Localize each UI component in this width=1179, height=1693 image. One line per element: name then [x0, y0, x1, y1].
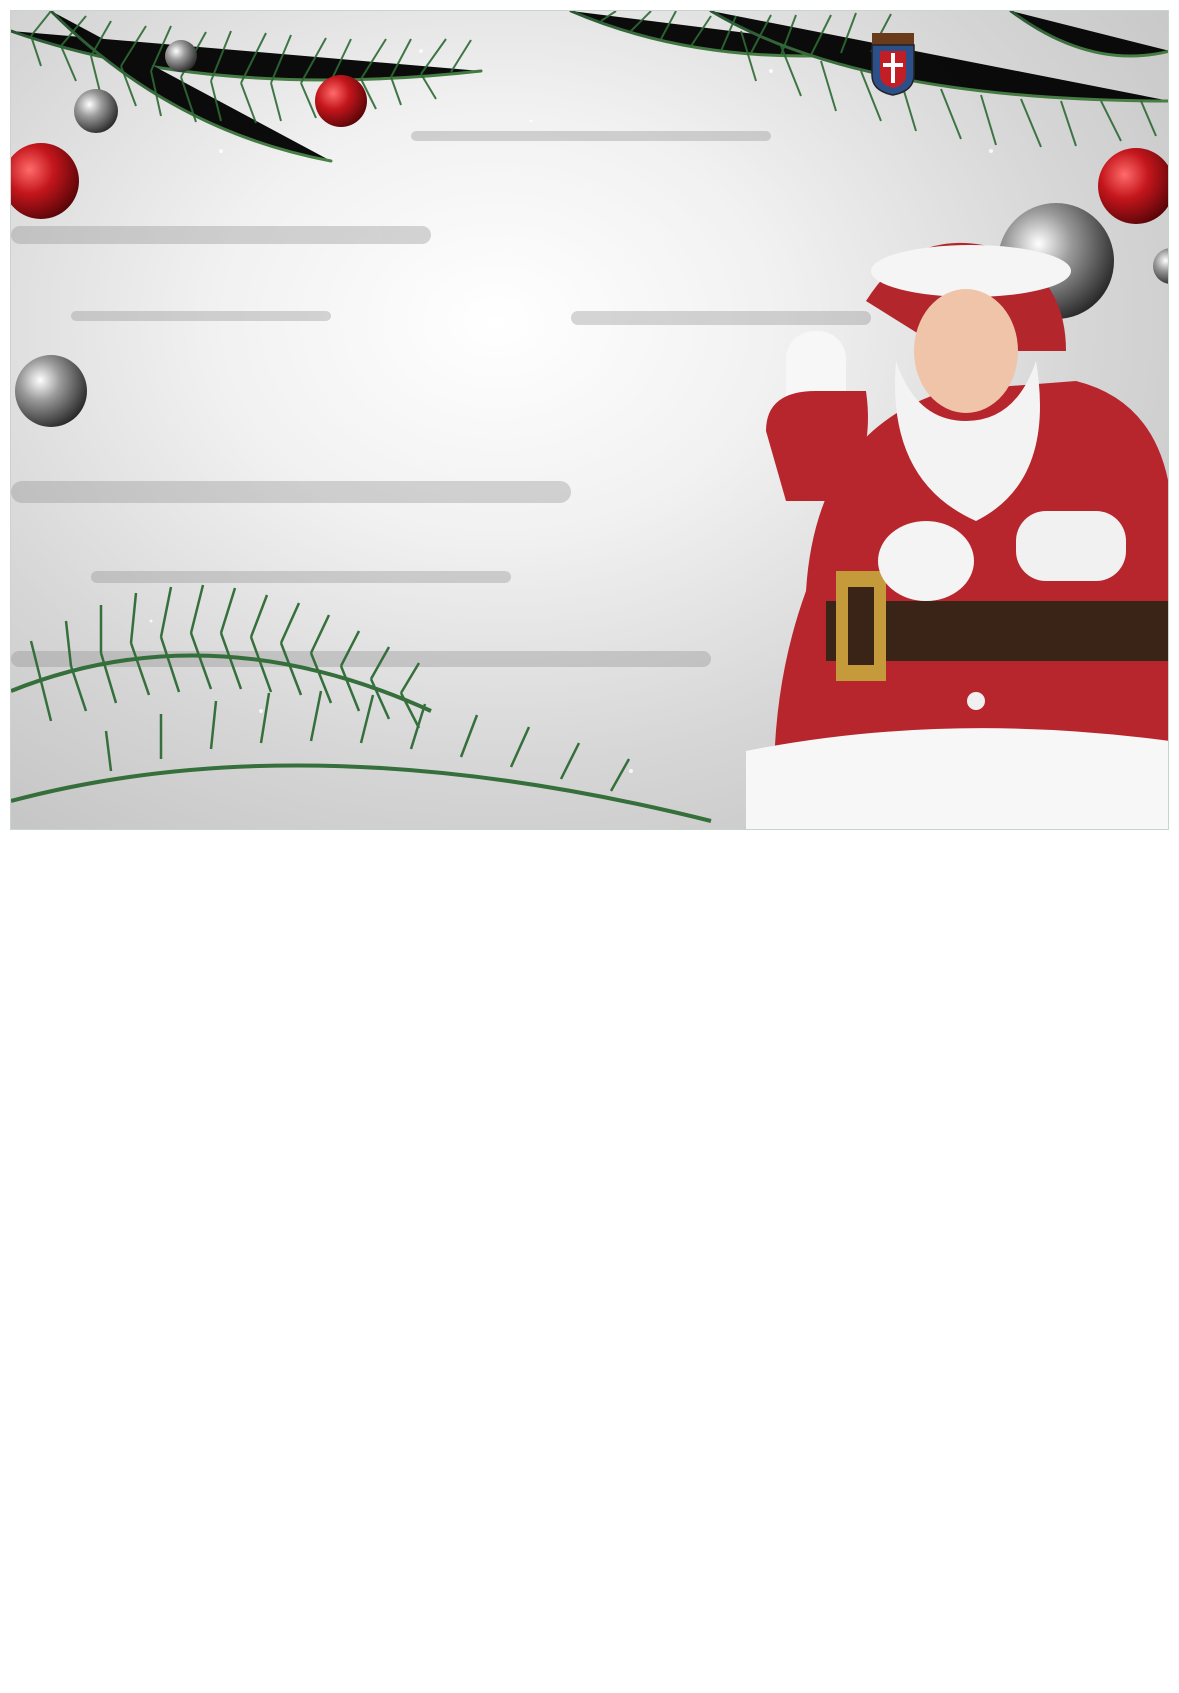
- red-ornament: [315, 75, 367, 127]
- santa-illustration: [746, 231, 1169, 830]
- silver-ornament: [15, 355, 87, 427]
- poster-front: [10, 10, 1169, 830]
- comune-crest: [868, 31, 918, 129]
- crest-icon: [868, 31, 918, 97]
- red-ornament: [11, 143, 79, 219]
- silver-ornament: [165, 40, 197, 72]
- silver-ornament: [74, 89, 118, 133]
- red-ornament: [1098, 148, 1169, 224]
